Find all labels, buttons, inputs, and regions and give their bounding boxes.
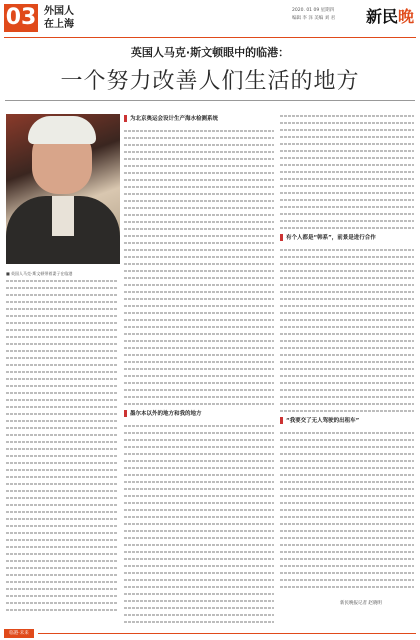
logo-accent: 晚 — [398, 7, 415, 26]
portrait-photo — [6, 114, 120, 264]
headline-main: 一个努力改善人们生活的地方 — [60, 69, 360, 94]
footer-rule — [38, 633, 416, 634]
page-header — [0, 0, 420, 38]
article-column-2 — [124, 112, 274, 626]
byline: 新民晚报记者 赵晓明 — [340, 601, 382, 606]
section-heading-1: 为北京奥运会设计生产海水检测系统 — [124, 115, 274, 124]
issue-date: 2020. 01 09 星期四 — [292, 8, 335, 13]
header-rule — [4, 37, 416, 38]
section-title-line2: 在上海 — [44, 19, 74, 30]
section-heading-3: 有个人都是“韩系”，前景是进行合作 — [280, 234, 414, 243]
section-heading-4: “我要交了无人驾驶的出租车” — [280, 417, 414, 426]
footer-tag: 临港·未来 — [4, 629, 34, 638]
masthead-logo — [366, 4, 414, 27]
article-column-3 — [280, 112, 414, 596]
page-footer — [0, 629, 420, 640]
article-column-1 — [6, 270, 118, 626]
issue-meta — [292, 7, 335, 23]
section-heading-2: 墨尔本以外的地方和我的地方 — [124, 410, 274, 419]
section-title — [44, 5, 74, 31]
logo-text: 新民 — [366, 7, 399, 26]
issue-editors: 编辑 李 泽 美编 刘 君 — [292, 16, 336, 21]
headline-rule — [5, 100, 415, 101]
section-title-line1: 外国人 — [44, 6, 74, 17]
photo-caption: ■ 英国人马克·斯文顿带着妻子在临港 — [6, 271, 73, 276]
headline-kicker: 英国人马克·斯文顿眼中的临港： — [130, 46, 290, 59]
page-number: 03 — [5, 5, 37, 30]
headline-block — [0, 44, 420, 95]
